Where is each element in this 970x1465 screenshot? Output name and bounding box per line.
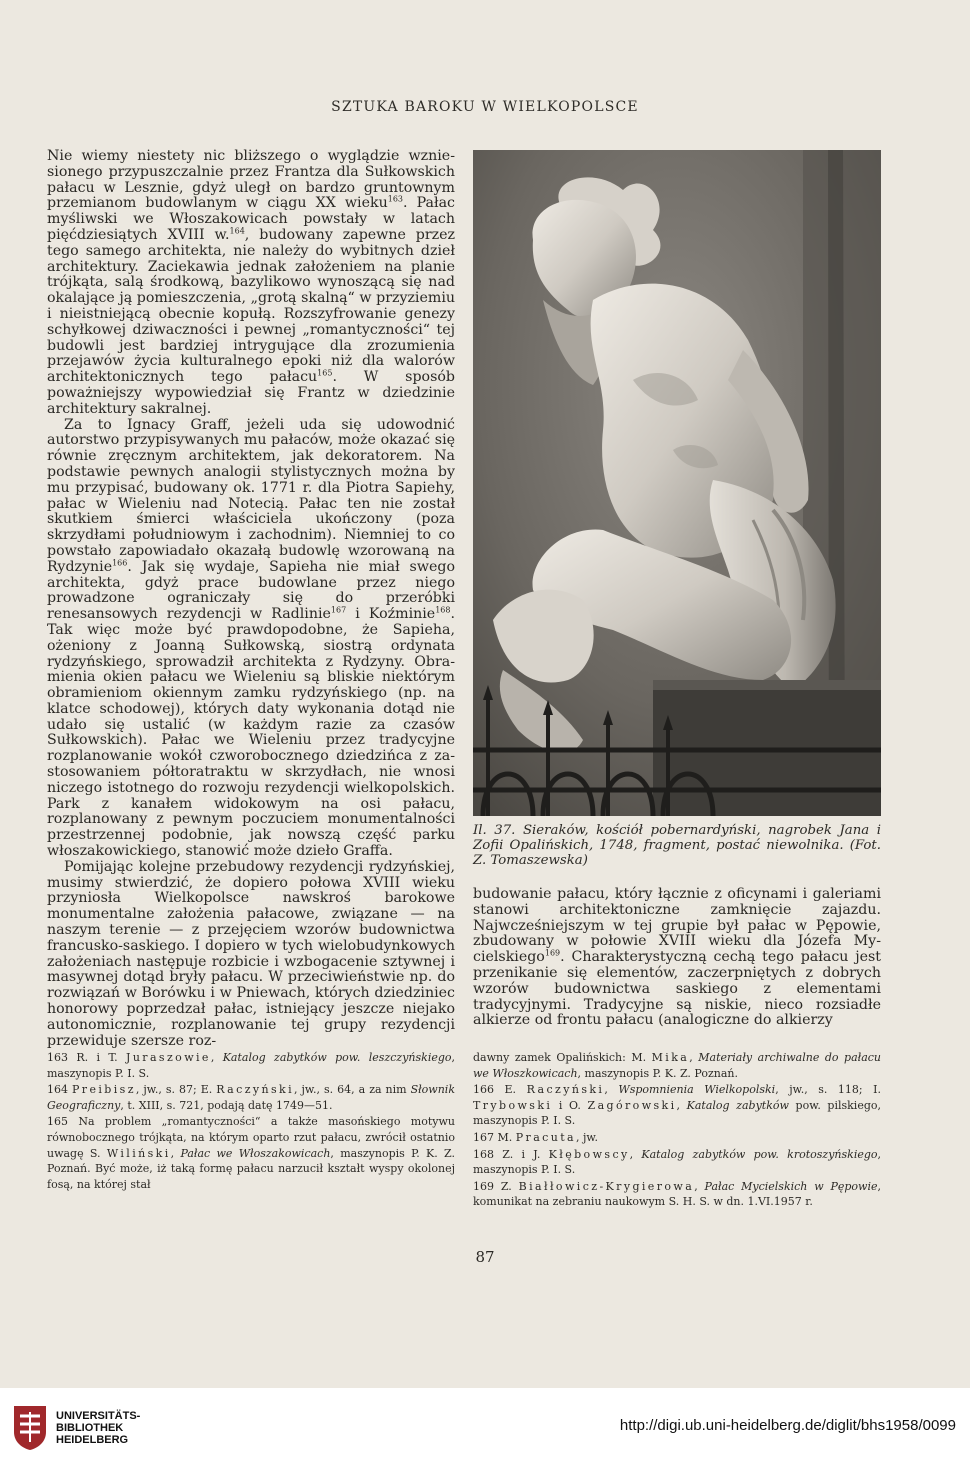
text-run: 164	[47, 1083, 72, 1097]
footnote	[47, 1114, 455, 1192]
text-run: , maszynopis P. K. Z. Poznań.	[577, 1066, 739, 1080]
author-name: Preibisz	[72, 1083, 136, 1097]
text-run: ,	[694, 1179, 705, 1193]
digitization-footer	[0, 1388, 970, 1465]
text-run: 165 Na problem „romantyczności“ a także masońskiego motywu równobocznego trójkąta, na którym oparto rzut pałacu, zwrócił ostatnio uwagę S.	[47, 1115, 455, 1160]
right-text-column	[473, 887, 881, 1029]
title-italic: Materiały archiwalne do pałacu we Włoszkowicach	[473, 1051, 882, 1080]
title-italic: Katalog zabytków pow. krotoszyńskiego	[641, 1147, 878, 1161]
title-italic: Wspomnienia Wielkopolski	[618, 1083, 776, 1097]
footnote-ref: 168	[435, 605, 451, 615]
text-run: ,	[210, 1051, 223, 1064]
author-name: Białłowicz-Krygierowa	[518, 1179, 695, 1193]
text-run: , t. XIII, s. 721, podają datę 1749—51.	[120, 1098, 333, 1112]
running-header: SZTUKA BAROKU W WIELKOPOLSCE	[331, 99, 639, 115]
text-run: , jw., s. 118; I.	[775, 1083, 882, 1097]
text-run: , maszynopis P. I. S.	[473, 1147, 882, 1177]
text-run: ,	[604, 1083, 619, 1097]
permalink-url[interactable]: http://digi.ub.uni-heidelberg.de/diglit/bhs1958/0099	[619, 1417, 956, 1434]
text-run: pow. pilskiego, maszynopis P. I. S.	[473, 1098, 881, 1128]
text-run: Nie wiemy niestety nic bliższego o wyglądzie wzniesionego przypuszczalnie przez Frantza dla Sułkowskich pałacu w Lesznie, gdyż uległ on bardzo gruntownym przemianom budowlanym w ciągu XX wieku	[47, 148, 455, 212]
author-name: Trybowski	[473, 1098, 553, 1112]
page-number: 87	[475, 1248, 495, 1266]
footnotes-right	[473, 1050, 881, 1211]
title-italic: Katalog zabytków pow. leszczyńskiego	[222, 1051, 452, 1064]
figure-sculpture-photo	[473, 150, 881, 816]
title-italic: Pałac we Włoszakowicach	[180, 1146, 331, 1160]
text-run: , maszynopis P. I. S.	[47, 1051, 456, 1080]
text-run: . Charakterystyczną cechą tego pałacu jest przenikanie się elementów, zaczerpniętych z dobrych wzorów budownictwa saskiego z elementami tradycyjnymi. Tradycyjne są niskie, nieco rozsiadłe alkierze od frontu pałacu (analogiczne do alkierzy	[473, 949, 881, 1029]
figure-caption: Il. 37. Sieraków, kościół pobernardyński, nagrobek Jana i Zofii Opalińskich, 1748, fragment, postać niewolnika. (Fot. Z. Tomaszewska)	[473, 823, 881, 868]
footnotes-left	[47, 1050, 455, 1193]
text-run: budowanie pałacu, który łącznie z oficynami i galeriami stanowi architektoniczne zamknięcie zajazdu. Najwcześniejszym w tej grupie był pałac w Pępowie, zbudowany w połowie XVIII wieku dla Józefa Mycielskiego	[473, 886, 881, 966]
footnote-ref: 165	[317, 368, 333, 378]
footnote	[47, 1082, 455, 1113]
text-run: Pomijając kolejne przebudowy rezydencji rydzyńskiej, musimy stwierdzić, że dopiero połowa XVIII wieku przyniosła Wielkopolsce nawskroś barokowe monumentalne założenia pałacowe, związane — na naszym terenie — z przejęciem wzorów budownictwa francusko-saskiego. I dopiero w tych wielobudynkowych założeniach następuje rozbicie i wzbogacenie sztywnej i masywnej dotąd bryły pałacu. W przeciwieństwie np. do rozwiązań w Borówku i w Pniewach, których dziedziniec honorowy poprzedzał pałac, istniejący jeszcze niejako autonomicznie, rozplanowanie tej grupy rezydencji przewiduje szersze roz-	[47, 858, 455, 1049]
footnote-ref: 163	[387, 194, 404, 204]
text-run: i O.	[552, 1098, 588, 1112]
paragraph	[47, 860, 455, 1050]
author-name: Mika	[651, 1051, 690, 1064]
footnote	[473, 1082, 881, 1129]
library-name	[56, 1410, 140, 1446]
author-name: Wiliński	[106, 1146, 171, 1160]
footnote	[473, 1130, 881, 1146]
author-name: Zagórowski	[587, 1098, 677, 1112]
text-run: 166 E.	[473, 1083, 527, 1097]
text-run: . W sposób poważniejszy wypowiedział się Frantz w dziedzinie architektury sakralnej.	[47, 369, 455, 417]
text-run: 168 Z. i J.	[473, 1147, 549, 1161]
title-italic: Pałac Mycielskich w Pępowie	[704, 1179, 878, 1193]
university-library-logo-icon	[10, 1402, 50, 1452]
library-name-line: HEIDELBERG	[56, 1434, 129, 1446]
text-run: . Tak więc może być prawdopodobne, że Sapieha, ożeniony z Joanną Sułkowską, siostrą ordynata rydzyńskiego, sprowadził architekta z Rydzyny. Obramienia okien pałacu we Wieleniu są bliskie niektórym obramieniom okiennym zamku rydzyńskiego (np. na klatce schodowej), których daty wykonania dotąd nie udało się ustalić (w każdym razie za czasów Sułkowskich). Pałac we Wieleniu przez tradycyjne rozplanowanie wokół czworobocznego dziedzińca z zastosowaniem półtoratraktu w skrzydłach, nie wnosi niczego istotnego do rozwoju rezydencji wielkopolskich. Park z kanałem widokowym na osi pałacu, rozplanowany z pewnym poczuciem monumentalności przestrzennej podobnie, jak nowszą część parku włoszakowickiego, stanowić może dzieło Graffa.	[47, 606, 456, 860]
text-run: , jw.	[576, 1130, 599, 1144]
text-run: 169 Z.	[473, 1179, 519, 1193]
footnote-ref: 167	[330, 605, 347, 615]
title-italic: Katalog zabytków	[686, 1098, 789, 1112]
text-run: ,	[170, 1146, 181, 1160]
text-run: , maszynopis P. K. Z. Poznań. Być może, iż taką formę pałacu narzucił kształt wyspy okolonej fosą, na której stał	[47, 1146, 456, 1191]
text-run: , jw., s. 64, a za nim	[294, 1083, 411, 1097]
text-run: , budowany zapewne przez tego samego architekta, nie należy do wybitnych dzieł architektury. Zaciekawia jednak założeniem na planie trójkąta, salą środkową, bazylikowo wynoszącą się nad okalające ją pomieszczenia, „grotą skalną“ w przyziemiu i nieistniejącą obecnie kopułą. Rozszyfrowanie genezy schyłkowej dziwaczności i pewnej „romantyczności“ tej budowli jest bardziej intrygujące dla zrozumienia przejawów życia kulturalnego epoki niż dla walorów architektonicznych tego pałacu	[47, 226, 455, 386]
text-run: , jw., s. 87; E.	[135, 1083, 217, 1097]
text-run: 163 R. i T.	[47, 1051, 127, 1064]
author-name: Juraszowie	[126, 1051, 211, 1064]
paragraph	[47, 149, 455, 418]
library-name-line: UNIVERSITÄTS-	[56, 1410, 141, 1422]
text-run: . Jak się wydaje, Sapieha nie miał swego architekta, gdyż prace budowlane przez niego prowadzone ograniczały się do przeróbki renesansowych rezydencji w Radlinie	[47, 558, 455, 623]
text-run: Za to Ignacy Graff, jeżeli uda się udowodnić autorstwo przypisywanych mu pałaców, może okazać się równie zręcznym architektem, jak dekoratorem. Na podstawie pewnych analogii stylistycznych można by mu przypisać, budowany ok. 1771 r. dla Piotra Sapiehy, pałac w Wieleniu nad Notecią. Pałac ten nie został skutkiem śmierci właściciela ukończony (poza skrzydłami południowym i zachodnim). Niemniej to co powstało zapowiadało okazałą budowlę wzorowaną na Rydzynie	[47, 416, 455, 575]
text-run: ,	[629, 1147, 642, 1161]
text-run: ,	[676, 1098, 687, 1112]
text-run: i Koźminie	[346, 606, 436, 623]
footnote-ref: 166	[112, 557, 128, 567]
text-run: . Pałac myśliwski we Włoszakowicach powstały w latach pięćdziesiątych XVIII w.	[47, 195, 455, 243]
footnote	[47, 1050, 455, 1081]
author-name: Raczyński	[526, 1083, 605, 1097]
text-run: dawny zamek Opalińskich: M.	[473, 1051, 652, 1064]
sculpture-photograph	[473, 150, 881, 816]
paragraph	[473, 887, 881, 1029]
footnote-ref: 164	[229, 226, 245, 236]
text-run: , komunikat na zebraniu naukowym S. H. S. w dn. 1.VI.1957 r.	[473, 1179, 882, 1209]
text-run: 167 M.	[473, 1130, 516, 1144]
paragraph	[47, 418, 455, 860]
library-name-line: BIBLIOTHEK	[56, 1422, 124, 1434]
footnote-ref: 169	[544, 948, 561, 958]
title-italic: Słownik Geograficzny	[47, 1083, 455, 1112]
left-text-column	[47, 149, 455, 1049]
author-name: Kłębowscy	[548, 1147, 630, 1161]
footnote	[473, 1050, 881, 1081]
author-name: Pracuta	[515, 1130, 576, 1144]
author-name: Raczyński	[216, 1083, 295, 1097]
footnote	[473, 1179, 881, 1210]
text-run: ,	[689, 1051, 699, 1064]
footnote	[473, 1147, 881, 1178]
